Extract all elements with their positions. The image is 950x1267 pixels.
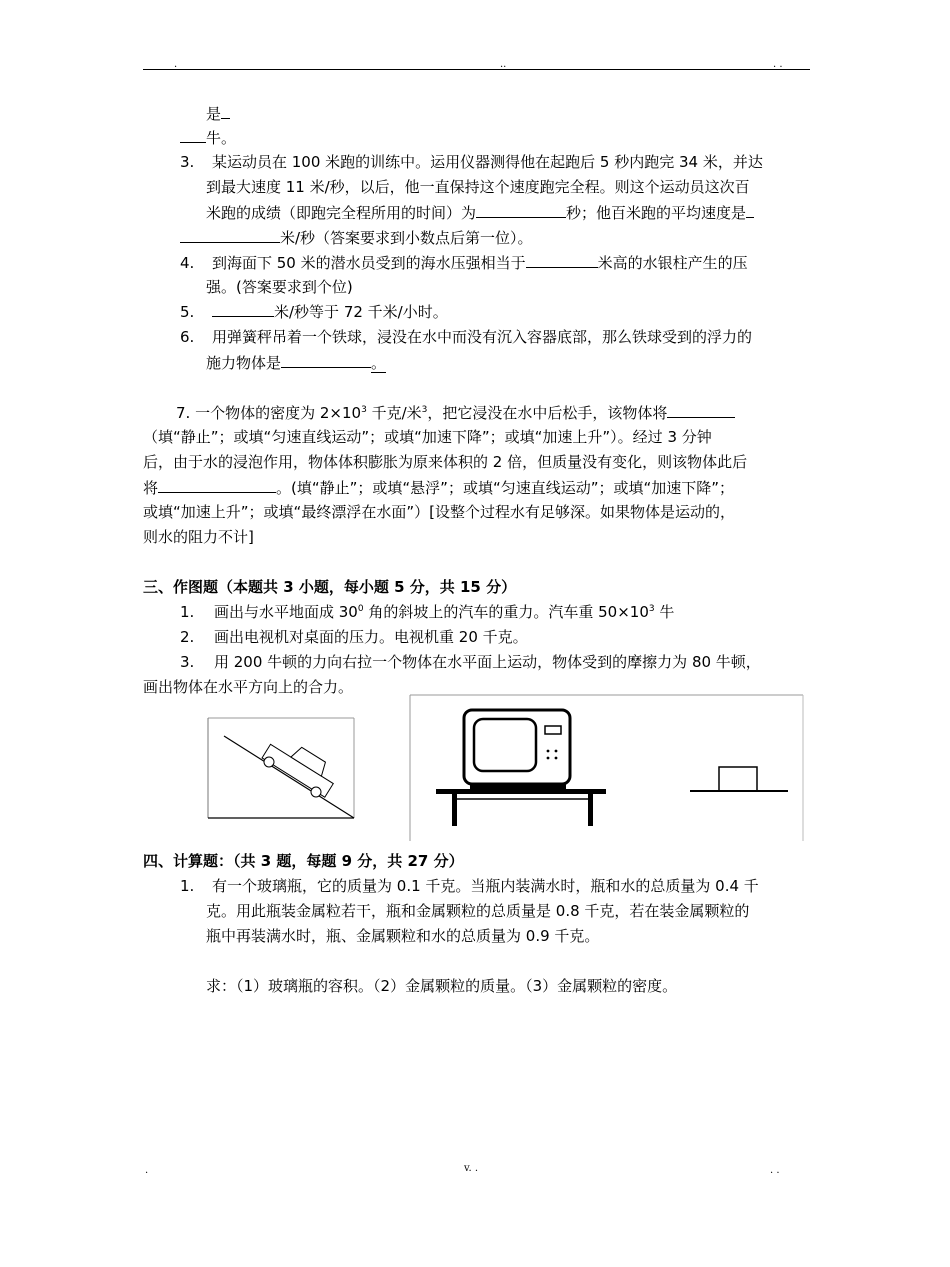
question-4-line-1: 4. 到海面下 50 米的潜水员受到的海水压强相当于 米高的水银柱产生的压 — [180, 254, 748, 272]
section-4-ask: 求：（1）玻璃瓶的容积。（2）金属颗粒的质量。（3）金属颗粒的密度。 — [206, 977, 678, 995]
header-left-mark: . — [174, 59, 178, 70]
question-3-line-2: 到最大速度 11 米/秒，以后，他一直保持这个速度跑完全程。则这个运动员这次百 — [206, 178, 750, 196]
answer-blank — [476, 202, 566, 218]
section-3-item-3-cont: 画出物体在水平方向上的合力。 — [143, 678, 354, 696]
text-line: 是 — [206, 103, 230, 124]
table-icon — [436, 789, 606, 826]
footer-center-mark: v. . — [464, 1163, 478, 1174]
header-center-mark: .. — [500, 59, 507, 70]
question-3-line-3: 米跑的成绩（即跑完全程所用的时间）为 秒；他百米跑的平均速度是 — [206, 202, 754, 223]
question-5-line: 5. 米/秒等于 72 千米/小时。 — [180, 303, 448, 321]
answer-blank — [221, 103, 230, 119]
question-7-line-3: 后，由于水的浸泡作用，物体体积膨胀为原来体积的 2 倍，但质量没有变化，则该物体此后 — [143, 453, 748, 471]
answer-blank — [667, 402, 735, 418]
question-6-line-2: 施力物体是 。 — [206, 354, 387, 372]
footer-right-mark: . . — [770, 1165, 780, 1176]
question-7-line-1: 7. 一个物体的密度为 $2\times 10^3$ 千克/米$^3$，把它浸没在水中后松手，该物体将 — [176, 402, 735, 423]
answer-blank — [746, 202, 754, 218]
question-3-line-1: 3. 某运动员在 100 米跑的训练中。运用仪器测得他在起跑后 5 秒内跑完 34 米，并达 — [180, 153, 763, 171]
car-on-slope-figure — [208, 718, 356, 822]
footer-left-mark: . — [145, 1165, 149, 1176]
section-3-item-1: 1. 画出与水平地面成 $30^0$ 角的斜坡上的汽车的重力。汽车重 $50\times 10^3$ 牛 — [180, 603, 675, 621]
answer-blank — [281, 352, 371, 368]
tv-and-block-figure — [410, 695, 804, 843]
answer-blank — [212, 301, 274, 317]
answer-blank — [526, 252, 598, 268]
answer-blank — [180, 227, 280, 243]
block-on-ground-icon — [690, 767, 788, 791]
section-3-item-3: 3. 用 200 牛顿的力向右拉一个物体在水平面上运动，物体受到的摩擦力为 80 牛顿， — [180, 653, 761, 671]
section-4-item-1-line-1: 1. 有一个玻璃瓶，它的质量为 0.1 千克。当瓶内装满水时，瓶和水的总质量为 0.4 千 — [180, 877, 759, 895]
question-7-line-2: （填“静止”；或填“匀速直线运动”；或填“加速下降”；或填“加速上升”）。经过 3 分钟 — [143, 428, 712, 446]
question-7-line-6: 则水的阻力不计] — [143, 528, 254, 546]
tv-icon — [464, 710, 570, 789]
header-rule — [143, 69, 810, 70]
text-line: 牛。 — [180, 127, 236, 148]
question-3-line-4: 米/秒（答案要求到小数点后第一位）。 — [180, 227, 533, 248]
answer-blank — [158, 477, 276, 493]
question-6-line-1: 6. 用弹簧秤吊着一个铁球，浸没在水中而没有沉入容器底部，那么铁球受到的浮力的 — [180, 328, 753, 346]
section-3-item-2: 2. 画出电视机对桌面的压力。电视机重 20 千克。 — [180, 628, 528, 646]
question-7-line-4: 将 。(填“静止”；或填“悬浮”；或填“匀速直线运动”；或填“加速下降”； — [143, 479, 735, 497]
question-4-line-2: 强。(答案要求到个位) — [206, 278, 353, 296]
question-7-line-5: 或填“加速上升”；或填“最终漂浮在水面”）[设整个过程水有足够深。如果物体是运动的， — [143, 503, 735, 521]
section-3-title: 三、作图题（本题共 3 小题，每小题 5 分，共 15 分） — [143, 578, 517, 596]
answer-blank — [180, 127, 206, 143]
section-4-title: 四、计算题：（共 3 题，每题 9 分，共 27 分） — [143, 852, 464, 870]
section-4-item-1-line-3: 瓶中再装满水时，瓶、金属颗粒和水的总质量为 0.9 千克。 — [206, 927, 600, 945]
section-4-item-1-line-2: 克。用此瓶装金属粒若干，瓶和金属颗粒的总质量是 0.8 千克，若在装金属颗粒的 — [206, 902, 750, 920]
header-right-mark: . . — [773, 59, 783, 70]
